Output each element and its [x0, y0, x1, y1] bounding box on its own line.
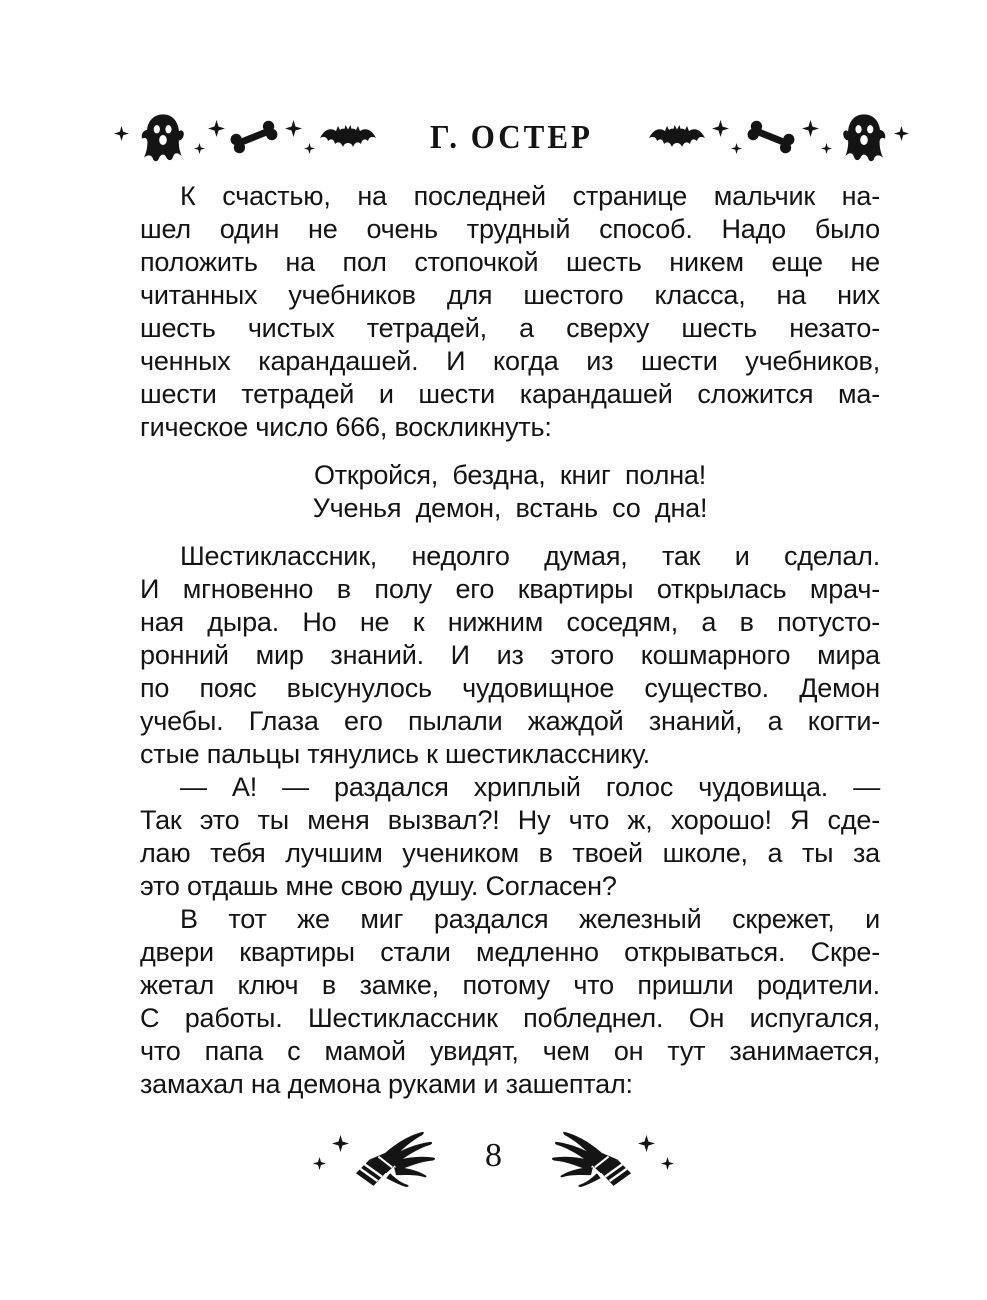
bat-icon — [320, 124, 376, 150]
text-line: положить на пол стопочкой шесть никем еще не — [140, 247, 880, 277]
page-number: 8 — [485, 1136, 502, 1174]
text-line: стые пальцы тянулись к шестикласснику. — [140, 739, 650, 769]
ghost-icon — [137, 112, 189, 162]
text-body — [140, 180, 880, 1101]
bat-icon — [649, 124, 705, 150]
text-line: Ученья демон, встань со дна! — [312, 493, 708, 523]
text-line: лаю тебя лучшим учеником в твоей школе, а ты за — [140, 838, 880, 868]
text-line: ронний мир знаний. И из этого кошмарного мира — [140, 640, 880, 670]
bone-icon — [747, 126, 795, 148]
sparkle-icon — [332, 1135, 349, 1152]
sparkle-icon — [638, 1135, 655, 1152]
footer-ornament-left — [313, 1131, 441, 1188]
text-line: жетал ключ в замке, потому что пришли родители. — [140, 970, 880, 1000]
text-line: по пояс высунулось чудовищное существо. Демон — [140, 673, 880, 703]
running-head-author: Г. ОСТЕР — [430, 117, 593, 156]
page-header — [114, 106, 909, 168]
sparkle-icon — [661, 1157, 674, 1170]
text-line: читанных учебников для шестого класса, на них — [140, 280, 880, 310]
paragraph — [140, 540, 880, 771]
sparkle-icon — [285, 120, 302, 137]
sparkle-icon — [821, 143, 832, 154]
ghost-icon — [838, 112, 890, 162]
sparkle-icon — [304, 143, 315, 154]
text-line: С работы. Шестиклассник побледнел. Он испугался, — [140, 1003, 880, 1033]
paragraph — [140, 903, 880, 1101]
skeleton-hand-icon — [546, 1131, 634, 1188]
text-line: что папа с мамой увидят, чем он тут занимается, — [140, 1036, 880, 1066]
text-line: двери квартиры стали медленно открываться. Скре- — [140, 937, 880, 967]
text-line: шесть чистых тетрадей, а сверху шесть незато- — [140, 313, 880, 343]
paragraph — [140, 180, 880, 444]
page-footer — [0, 1131, 987, 1188]
text-line: шел один не очень трудный способ. Надо было — [140, 214, 880, 244]
sparkle-icon — [802, 120, 819, 137]
text-line: учебы. Глаза его пылали жаждой знаний, а когти- — [140, 706, 880, 736]
text-line: Так это ты меня вызвал?! Ну что ж, хорошо! Я сде- — [140, 805, 880, 835]
paragraph — [140, 771, 880, 903]
text-line: это отдашь мне свою душу. Согласен? — [140, 871, 617, 901]
sparkle-icon — [894, 126, 909, 141]
text-line: К счастью, на последней странице мальчик на- — [180, 181, 880, 211]
sparkle-icon — [194, 143, 205, 154]
text-line: В тот же миг раздался железный скрежет, и — [180, 904, 880, 934]
text-line: гическое число 666, воскликнуть: — [140, 412, 552, 442]
text-line: И мгновенно в полу его квартиры открылась мрач- — [140, 574, 880, 604]
sparkle-icon — [208, 120, 225, 137]
sparkle-icon — [731, 143, 742, 154]
sparkle-icon — [114, 126, 129, 141]
bone-icon — [230, 126, 278, 148]
text-line: замахал на демона руками и зашептал: — [140, 1069, 633, 1099]
text-line: Шестиклассник, недолго думая, так и сделал. — [180, 541, 880, 571]
text-line: ченных карандашей. И когда из шести учебников, — [140, 346, 880, 376]
sparkle-icon — [712, 120, 729, 137]
verse-block — [140, 459, 880, 525]
skeleton-hand-icon — [353, 1131, 441, 1188]
header-ornament-left — [114, 112, 414, 162]
text-line: ная дыра. Но не к нижним соседям, а в потусто- — [140, 607, 880, 637]
sparkle-icon — [313, 1157, 326, 1170]
text-line: шести тетрадей и шести карандашей сложится ма- — [140, 379, 880, 409]
footer-ornament-right — [546, 1131, 674, 1188]
header-ornament-right — [609, 112, 909, 162]
text-line: Откройся, бездна, книг полна! — [313, 460, 707, 490]
text-line: — А! — раздался хриплый голос чудовища. — — [180, 772, 880, 802]
